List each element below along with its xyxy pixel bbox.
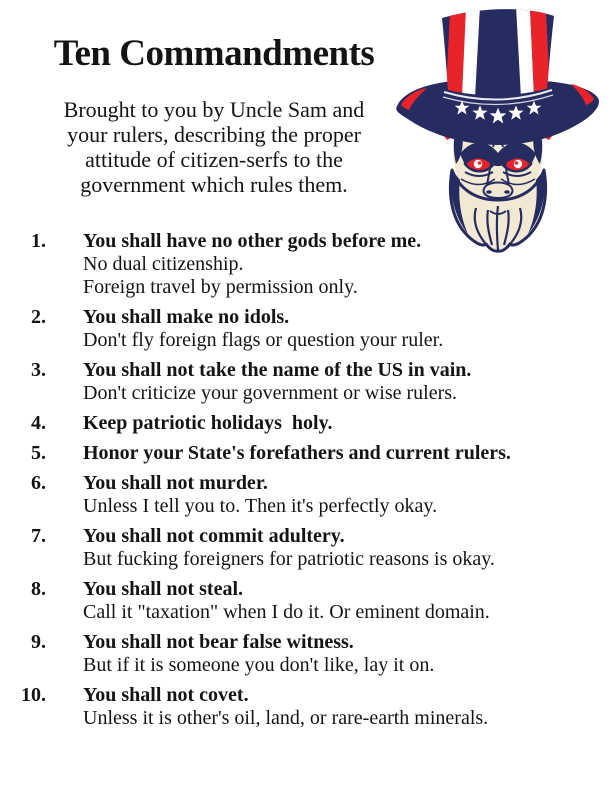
item-heading: Honor your State's forefathers and current rulers. <box>83 442 511 464</box>
item-detail: Foreign travel by permission only. <box>83 276 358 298</box>
hat-crown <box>442 6 554 98</box>
commandment-item <box>0 230 606 299</box>
left-eye <box>465 157 493 171</box>
item-number: 3. <box>31 359 46 381</box>
page-title: Ten Commandments <box>53 33 375 74</box>
item-detail: No dual citizenship. <box>83 253 244 275</box>
commandment-item <box>0 684 606 730</box>
item-heading: You shall not bear false witness. <box>83 631 354 653</box>
item-number: 4. <box>31 412 46 434</box>
subtitle-line: government which rules them. <box>80 171 348 197</box>
item-number: 9. <box>31 631 46 653</box>
item-detail: Don't fly foreign flags or question your ruler. <box>83 329 444 351</box>
commandment-item <box>0 472 606 518</box>
item-heading: You shall make no idols. <box>83 306 290 328</box>
item-detail: But if it is someone you don't like, lay it on. <box>83 654 435 676</box>
subtitle-line: Brought to you by Uncle Sam and <box>63 96 365 122</box>
item-detail: Unless I tell you to. Then it's perfectly okay. <box>83 495 438 517</box>
commandment-item <box>0 631 606 677</box>
commandment-item <box>0 578 606 624</box>
item-detail: Unless it is other's oil, land, or rare-earth minerals. <box>83 707 489 729</box>
subtitle-line: attitude of citizen-serfs to the <box>85 146 343 172</box>
commandment-item <box>0 525 606 571</box>
item-detail: Call it "taxation" when I do it. Or eminent domain. <box>83 601 490 623</box>
commandment-item <box>0 306 606 352</box>
item-number: 7. <box>31 525 46 547</box>
uncle-sam-icon <box>392 4 606 256</box>
commandment-item <box>0 359 606 405</box>
item-detail: But fucking foreigners for patriotic reasons is okay. <box>83 548 495 570</box>
item-heading: You shall not covet. <box>83 684 249 706</box>
commandment-list <box>0 230 606 737</box>
item-number: 6. <box>31 472 46 494</box>
item-number: 2. <box>31 306 46 328</box>
right-eye <box>503 157 531 171</box>
item-heading: You shall not steal. <box>83 578 244 600</box>
commandment-item <box>0 412 606 435</box>
item-number: 5. <box>31 442 46 464</box>
item-heading: You shall have no other gods before me. <box>83 230 422 252</box>
item-number: 8. <box>31 578 46 600</box>
item-detail: Don't criticize your government or wise rulers. <box>83 382 458 404</box>
header <box>18 34 410 197</box>
subtitle-line: your rulers, describing the proper <box>67 121 361 147</box>
item-heading: Keep patriotic holidays holy. <box>83 412 333 434</box>
commandment-item <box>0 442 606 465</box>
item-heading: You shall not commit adultery. <box>83 525 345 547</box>
subtitle <box>18 97 410 197</box>
item-heading: You shall not murder. <box>83 472 268 494</box>
item-heading: You shall not take the name of the US in vain. <box>83 359 472 381</box>
item-number: 10. <box>21 684 46 706</box>
item-number: 1. <box>31 230 46 252</box>
